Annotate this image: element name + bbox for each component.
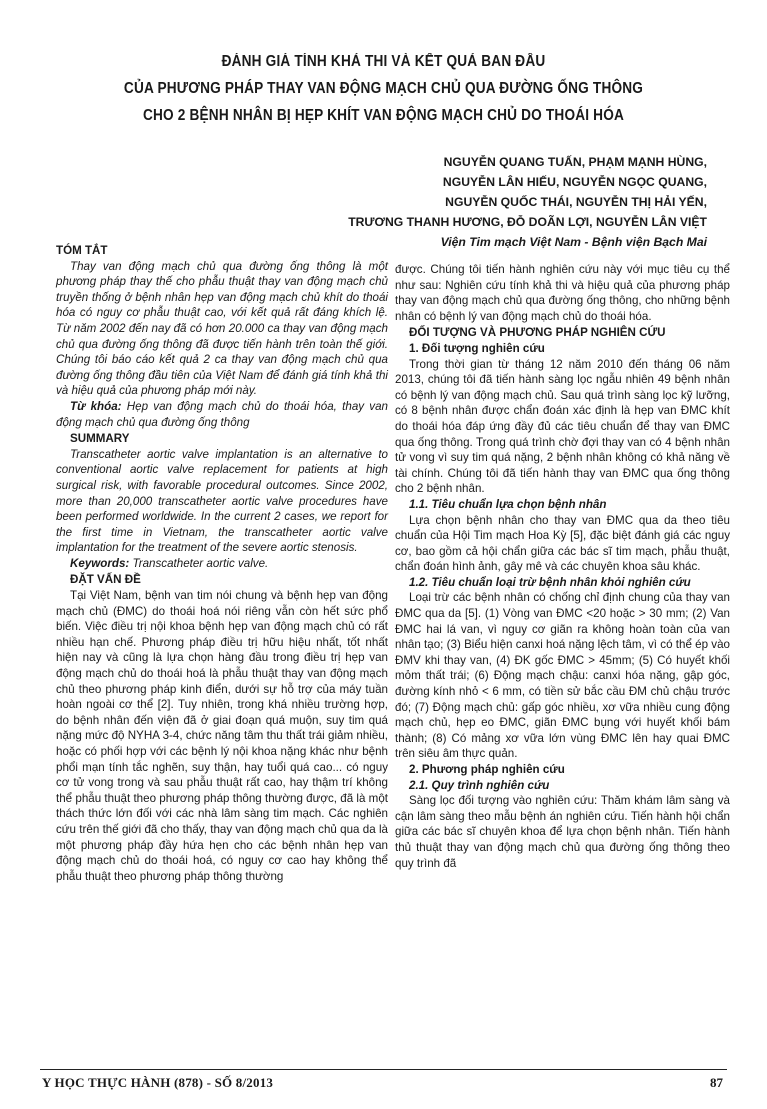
- footer-rule: [40, 1069, 727, 1070]
- left-column: [56, 243, 388, 884]
- tomtat-heading: TÓM TẮT: [56, 244, 108, 257]
- s21-text: Sàng lọc đối tượng vào nghiên cứu: Thăm khám lâm sàng và cận lâm sàng theo mẫu bệnh án nghiên cứu. Tiến hành hội chẩn giữa các bác sĩ chuyên khoa để lựa chọn bệnh nhân. Tiến hành thủ thuật thay van động mạch chủ qua đường ống thông theo quy trình đã: [395, 794, 730, 870]
- page-number: 87: [710, 1075, 723, 1090]
- author-line: NGUYỄN QUANG TUẤN, PHẠM MẠNH HÙNG,: [443, 155, 707, 169]
- intro-continuation: được. Chúng tôi tiến hành nghiên cứu này với mục tiêu cụ thể như sau: Nghiên cứu tính khả thi và hiệu quả của phương pháp thay van động mạch chủ qua đường ống thông, cho những bệnh nhân có bệnh lý van động mạch chủ do thoái hóa.: [395, 263, 730, 323]
- tukhoa-paragraph: [56, 399, 388, 430]
- author-line: NGUYỄN QUỐC THÁI, NGUYỄN THỊ HẢI YẾN,: [445, 195, 707, 209]
- s1-text: Trong thời gian từ tháng 12 năm 2010 đến tháng 06 năm 2013, chúng tôi đã tiến hành sàng lọc ngẫu nhiên 49 bệnh nhân có bệnh lý van động mạch chủ. Sau quá trình sàng lọc kỹ lưỡng, có 8 bệnh nhân được chẩn đoán xác định là hẹp van ĐMC khít do thoái hóa đáp ứng đầy đủ các tiêu chuẩn để thay van ĐMC qua ống thông. Trong quá trình chờ đợi thay van có 4 bệnh nhân tử vong vì suy tim quá nặng, 2 bệnh nhân không có khả năng về tài chính. Chúng tôi đã tiến hành thay van ĐMC qua ống thông cho 2 bệnh nhân.: [395, 357, 730, 496]
- keywords-label: Keywords:: [70, 556, 130, 570]
- affiliation: Viện Tim mạch Việt Nam - Bệnh viện Bạch Mai: [440, 235, 707, 249]
- s1-heading: 1. Đối tượng nghiên cứu: [409, 341, 545, 355]
- tukhoa-label: Từ khóa:: [70, 399, 122, 413]
- s11-heading: 1.1. Tiêu chuẩn lựa chọn bệnh nhân: [409, 497, 607, 511]
- methods-heading: ĐỐI TƯỢNG VÀ PHƯƠNG PHÁP NGHIÊN CỨU: [409, 326, 666, 340]
- summary-heading: SUMMARY: [70, 432, 130, 446]
- tukhoa-text: Hẹp van động mạch chủ do thoái hóa, thay van động mạch chủ qua đường ống thông: [56, 399, 389, 429]
- title-line: CỦA PHƯƠNG PHÁP THAY VAN ĐỘNG MẠCH CHỦ QUA ĐƯỜNG ỐNG THÔNG: [123, 80, 644, 97]
- datvande-text: Tại Việt Nam, bệnh van tim nói chung và bệnh hẹp van động mạch chủ (ĐMC) do thoái hoá nói riêng vẫn còn hết sức phổ biến. Việc điều trị nội khoa bệnh hẹp van động mạch chủ có rất nhiều hạn chế. Phương pháp điều trị hữu hiệu nhất, tốt nhất hiện nay và cũng là lựa chọn hàng đầu trong điều trị hẹp van động mạch chủ do thoái hoá là phẫu thuật thay van động mạch chủ theo phương pháp kinh điển, dưới sự hỗ trợ của máy tuần hoàn ngoài cơ thể [2]. Tuy nhiên, trong khá nhiều trường hợp, do bệnh nhân đến viện đã ở giai đoạn quá muộn, suy tim quá nặng mức độ NYHA 3-4, chức năng tâm thu thất trái giảm nhiều, hoặc có phối hợp với các bệnh lý nội khoa nặng khác như bệnh phổi mạn tính tắc nghẽn, suy thận, hay tuổi quá cao... có nguy cơ tử vong trong và sau phẫu thuật rất cao, hay thậm trí không thể phẫu thuật theo phương pháp thông thường được, đã là một thách thức lớn đối với các nhà lâm sàng tim mạch. Các nghiên cứu trên thế giới đã cho thấy, thay van động mạch chủ qua da là một phương pháp đầy hứa hẹn cho các bệnh nhân hẹp van động mạch chủ do thoái hoá, có nguy cơ cao hay không thể phẫu thuật theo phương pháp thông thường: [56, 589, 388, 883]
- datvande-heading: ĐẶT VẤN ĐỀ: [70, 573, 141, 587]
- journal-footer: Y HỌC THỰC HÀNH (878) - SỐ 8/2013: [42, 1075, 274, 1090]
- summary-text: Transcatheter aortic valve implantation is an alternative to conventional aortic valve replacement for patients at high surgical risk, with favorable procedural outcomes. Since 2002, more than 20,000 transcatheter aortic valve procedures have been performed worldwide. In the current 2 cases, we report for the first time in Vietnam, the transcatheter aortic valve implantation for the treatment of the severe aortic stenosis.: [56, 447, 388, 555]
- s21-heading: 2.1. Quy trình nghiên cứu: [409, 778, 550, 792]
- author-line: NGUYỄN LÂN HIẾU, NGUYỄN NGỌC QUANG,: [442, 175, 707, 189]
- keywords-text: Transcatheter aortic valve.: [129, 556, 269, 570]
- author-line: TRƯƠNG THANH HƯƠNG, ĐỖ DOÃN LỢI, NGUYỄN LÂN VIỆT: [348, 215, 707, 229]
- s11-text: Lựa chọn bệnh nhân cho thay van ĐMC qua da theo tiêu chuẩn của Hội Tim mạch Hoa Kỳ [5], đặc biệt đánh giá các nguy cơ, bao gồm cả hội chẩn giữa các bác sĩ tim mạch, phẫu thuật, chẩn đoán hình ảnh, gây mê và các chuyên khoa sâu khác.: [395, 513, 730, 574]
- keywords-paragraph: [56, 556, 388, 572]
- right-column: [395, 262, 730, 871]
- s12-text: Loại trừ các bệnh nhân có chống chỉ định chung của thay van ĐMC qua da [5]. (1) Vòng van ĐMC <20 hoặc > 30 mm; (2) Van ĐMC hai lá van, vì nguy cơ giãn ra không hoàn toàn của van nhân tạo; (3) Biểu hiện canxi hoá nặng lệch tâm, vì có thể ép vào ĐMV khi thay van, (4) ĐK gốc ĐMC > 45mm; (5) Có huyết khối mỏm thất trái; (6) Động mạch chậu: canxi hóa nặng, gập góc, đường kính nhỏ < 6 mm, có tiền sử bắc cầu ĐM chủ chậu trước đó; (7) Động mạch chủ: gấp góc nhiều, xơ vữa nhiều cung động mạch chủ, hẹp eo ĐMC, giãn ĐMC bụng với huyết khối bám thành; (8) Có mảng xơ vữa lớn vùng ĐMC lên hay quai ĐMC trên siêu âm thực quản.: [395, 591, 730, 761]
- title-line: ĐÁNH GIÁ TÍNH KHẢ THI VÀ KẾT QUẢ BAN ĐẦU: [221, 53, 546, 70]
- author-block: [348, 152, 707, 252]
- paper-title: [81, 48, 686, 129]
- title-line: CHO 2 BỆNH NHÂN BỊ HẸP KHÍT VAN ĐỘNG MẠCH CHỦ DO THOÁI HÓA: [142, 107, 625, 124]
- tomtat-text: Thay van động mạch chủ qua đường ống thông là một phương pháp thay thế cho phẫu thuật thay van động mạch chủ truyền thống ở bệnh nhân hẹp van động mạch chủ khít do thoái hóa có nguy cơ phẫu thuật cao, với kết quả rất đáng khích lệ. Từ năm 2002 đến nay đã có hơn 20.000 ca thay van động mạch chủ qua đường ống thông đã được tiến hành trên toàn thế giới. Chúng tôi báo cáo kết quả 2 ca thay van động mạch chủ qua đường ống thông đầu tiên của Việt Nam để đánh giá tính khả thi và hiệu quả của phương pháp mới này.: [56, 259, 388, 398]
- s12-heading: 1.2. Tiêu chuẩn loại trừ bệnh nhân khỏi nghiên cứu: [409, 575, 691, 589]
- s2-heading: 2. Phương pháp nghiên cứu: [409, 763, 565, 776]
